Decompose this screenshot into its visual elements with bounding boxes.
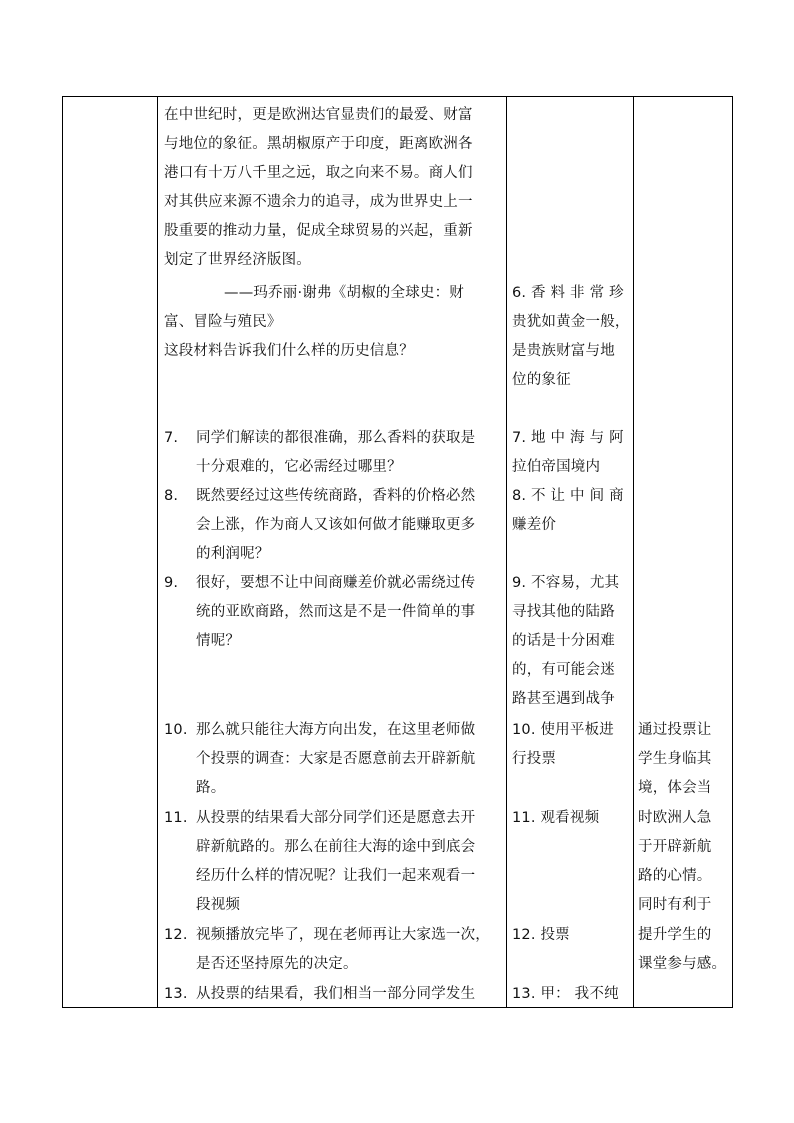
- student-line: 赚差价: [512, 517, 557, 533]
- item-text: 视频播放完毕了，现在老师再让大家选一次，: [196, 927, 490, 943]
- student-activity-column: [507, 97, 634, 1008]
- intent-line: 于开辟新航: [638, 839, 712, 855]
- student-line: 8. 不 让 中 间 商: [512, 488, 624, 504]
- intent-line: 同时有利于: [638, 897, 712, 913]
- item-text: 的利润呢？: [196, 546, 270, 562]
- student-line: 9. 不容易，尤其: [512, 575, 620, 591]
- material-line: 对其供应来源不遗余力的追寻，成为世界史上一: [164, 194, 473, 210]
- item-number: 10.: [164, 722, 188, 738]
- intent-line: 课堂参与感。: [638, 956, 727, 972]
- item-text: 那么就只能往大海方向出发，在这里老师做: [196, 722, 476, 738]
- student-line: 6. 香 料 非 常 珍: [512, 285, 624, 301]
- student-line: 11. 观看视频: [512, 810, 600, 826]
- intent-line: 路的心情。: [638, 868, 712, 884]
- student-line: 7. 地 中 海 与 阿: [512, 430, 624, 446]
- material-question: 这段材料告诉我们什么样的历史信息？: [164, 343, 414, 359]
- item-text: 很好，要想不让中间商赚差价就必需绕过传: [196, 575, 476, 591]
- citation-line: 富、冒险与殖民》: [164, 314, 282, 330]
- citation-line: ——玛乔丽·谢弗《胡椒的全球史：财: [224, 285, 465, 301]
- student-line: 13. 甲： 我不纯: [512, 986, 619, 1002]
- student-line: 10. 使用平板进: [512, 722, 614, 738]
- student-line: 路甚至遇到战争: [512, 691, 615, 707]
- student-line: 寻找其他的陆路: [512, 604, 615, 620]
- item-text: 十分艰难的，它必需经过哪里？: [196, 459, 402, 475]
- intent-line: 提升学生的: [638, 927, 712, 943]
- item-number: 11.: [164, 810, 188, 826]
- item-text: 既然要经过这些传统商路，香料的价格必然: [196, 488, 476, 504]
- material-line: 股重要的推动力量，促成全球贸易的兴起，重新: [164, 223, 473, 239]
- student-line: 的话是十分困难: [512, 633, 615, 649]
- intent-line: 时欧洲人急: [638, 810, 712, 826]
- material-line: 港口有十万八千里之远，取之向来不易。商人们: [164, 165, 473, 181]
- student-line: 是贵族财富与地: [512, 343, 615, 359]
- item-number: 9.: [164, 575, 179, 591]
- item-number: 8.: [164, 488, 179, 504]
- item-text: 经历什么样的情况呢？让我们一起来观看一: [196, 868, 476, 884]
- item-text: 辟新航路的。那么在前往大海的途中到底会: [196, 839, 476, 855]
- student-line: 行投票: [512, 751, 557, 767]
- student-line: 的，有可能会迷: [512, 662, 615, 678]
- item-text: 情呢？: [196, 633, 241, 649]
- item-number: 12.: [164, 927, 188, 943]
- item-text: 统的亚欧商路，然而这是不是一件简单的事: [196, 604, 476, 620]
- material-line: 与地位的象征。黑胡椒原产于印度，距离欧洲各: [164, 136, 473, 152]
- item-number: 13.: [164, 986, 188, 1002]
- item-text: 从投票的结果看大部分同学们还是愿意去开: [196, 810, 476, 826]
- item-text: 同学们解读的都很准确，那么香料的获取是: [196, 430, 476, 446]
- design-intent-column: [634, 97, 733, 1008]
- material-line: 在中世纪时，更是欧洲达官显贵们的最爱、财富: [164, 107, 473, 123]
- item-number: 7.: [164, 430, 179, 446]
- item-text: 个投票的调查：大家是否愿意前去开辟新航: [196, 751, 476, 767]
- intent-line: 学生身临其: [638, 751, 712, 767]
- item-text: 会上涨，作为商人又该如何做才能赚取更多: [196, 517, 476, 533]
- student-line: 位的象征: [512, 372, 571, 388]
- item-text: 段视频: [196, 897, 241, 913]
- material-line: 划定了世界经济版图。: [164, 252, 311, 268]
- student-line: 12. 投票: [512, 927, 570, 943]
- student-line: 拉伯帝国境内: [512, 459, 601, 475]
- lesson-plan-table: [62, 96, 733, 1008]
- student-line: 贵犹如黄金一般，: [512, 314, 630, 330]
- intent-line: 境，体会当: [638, 780, 712, 796]
- teacher-activity-column: [158, 97, 507, 1008]
- item-text: 是否还坚持原先的决定。: [196, 956, 358, 972]
- item-text: 路。: [196, 780, 226, 796]
- item-text: 从投票的结果看，我们相当一部分同学发生: [196, 986, 476, 1002]
- empty-first-column: [63, 97, 158, 1008]
- intent-line: 通过投票让: [638, 722, 712, 738]
